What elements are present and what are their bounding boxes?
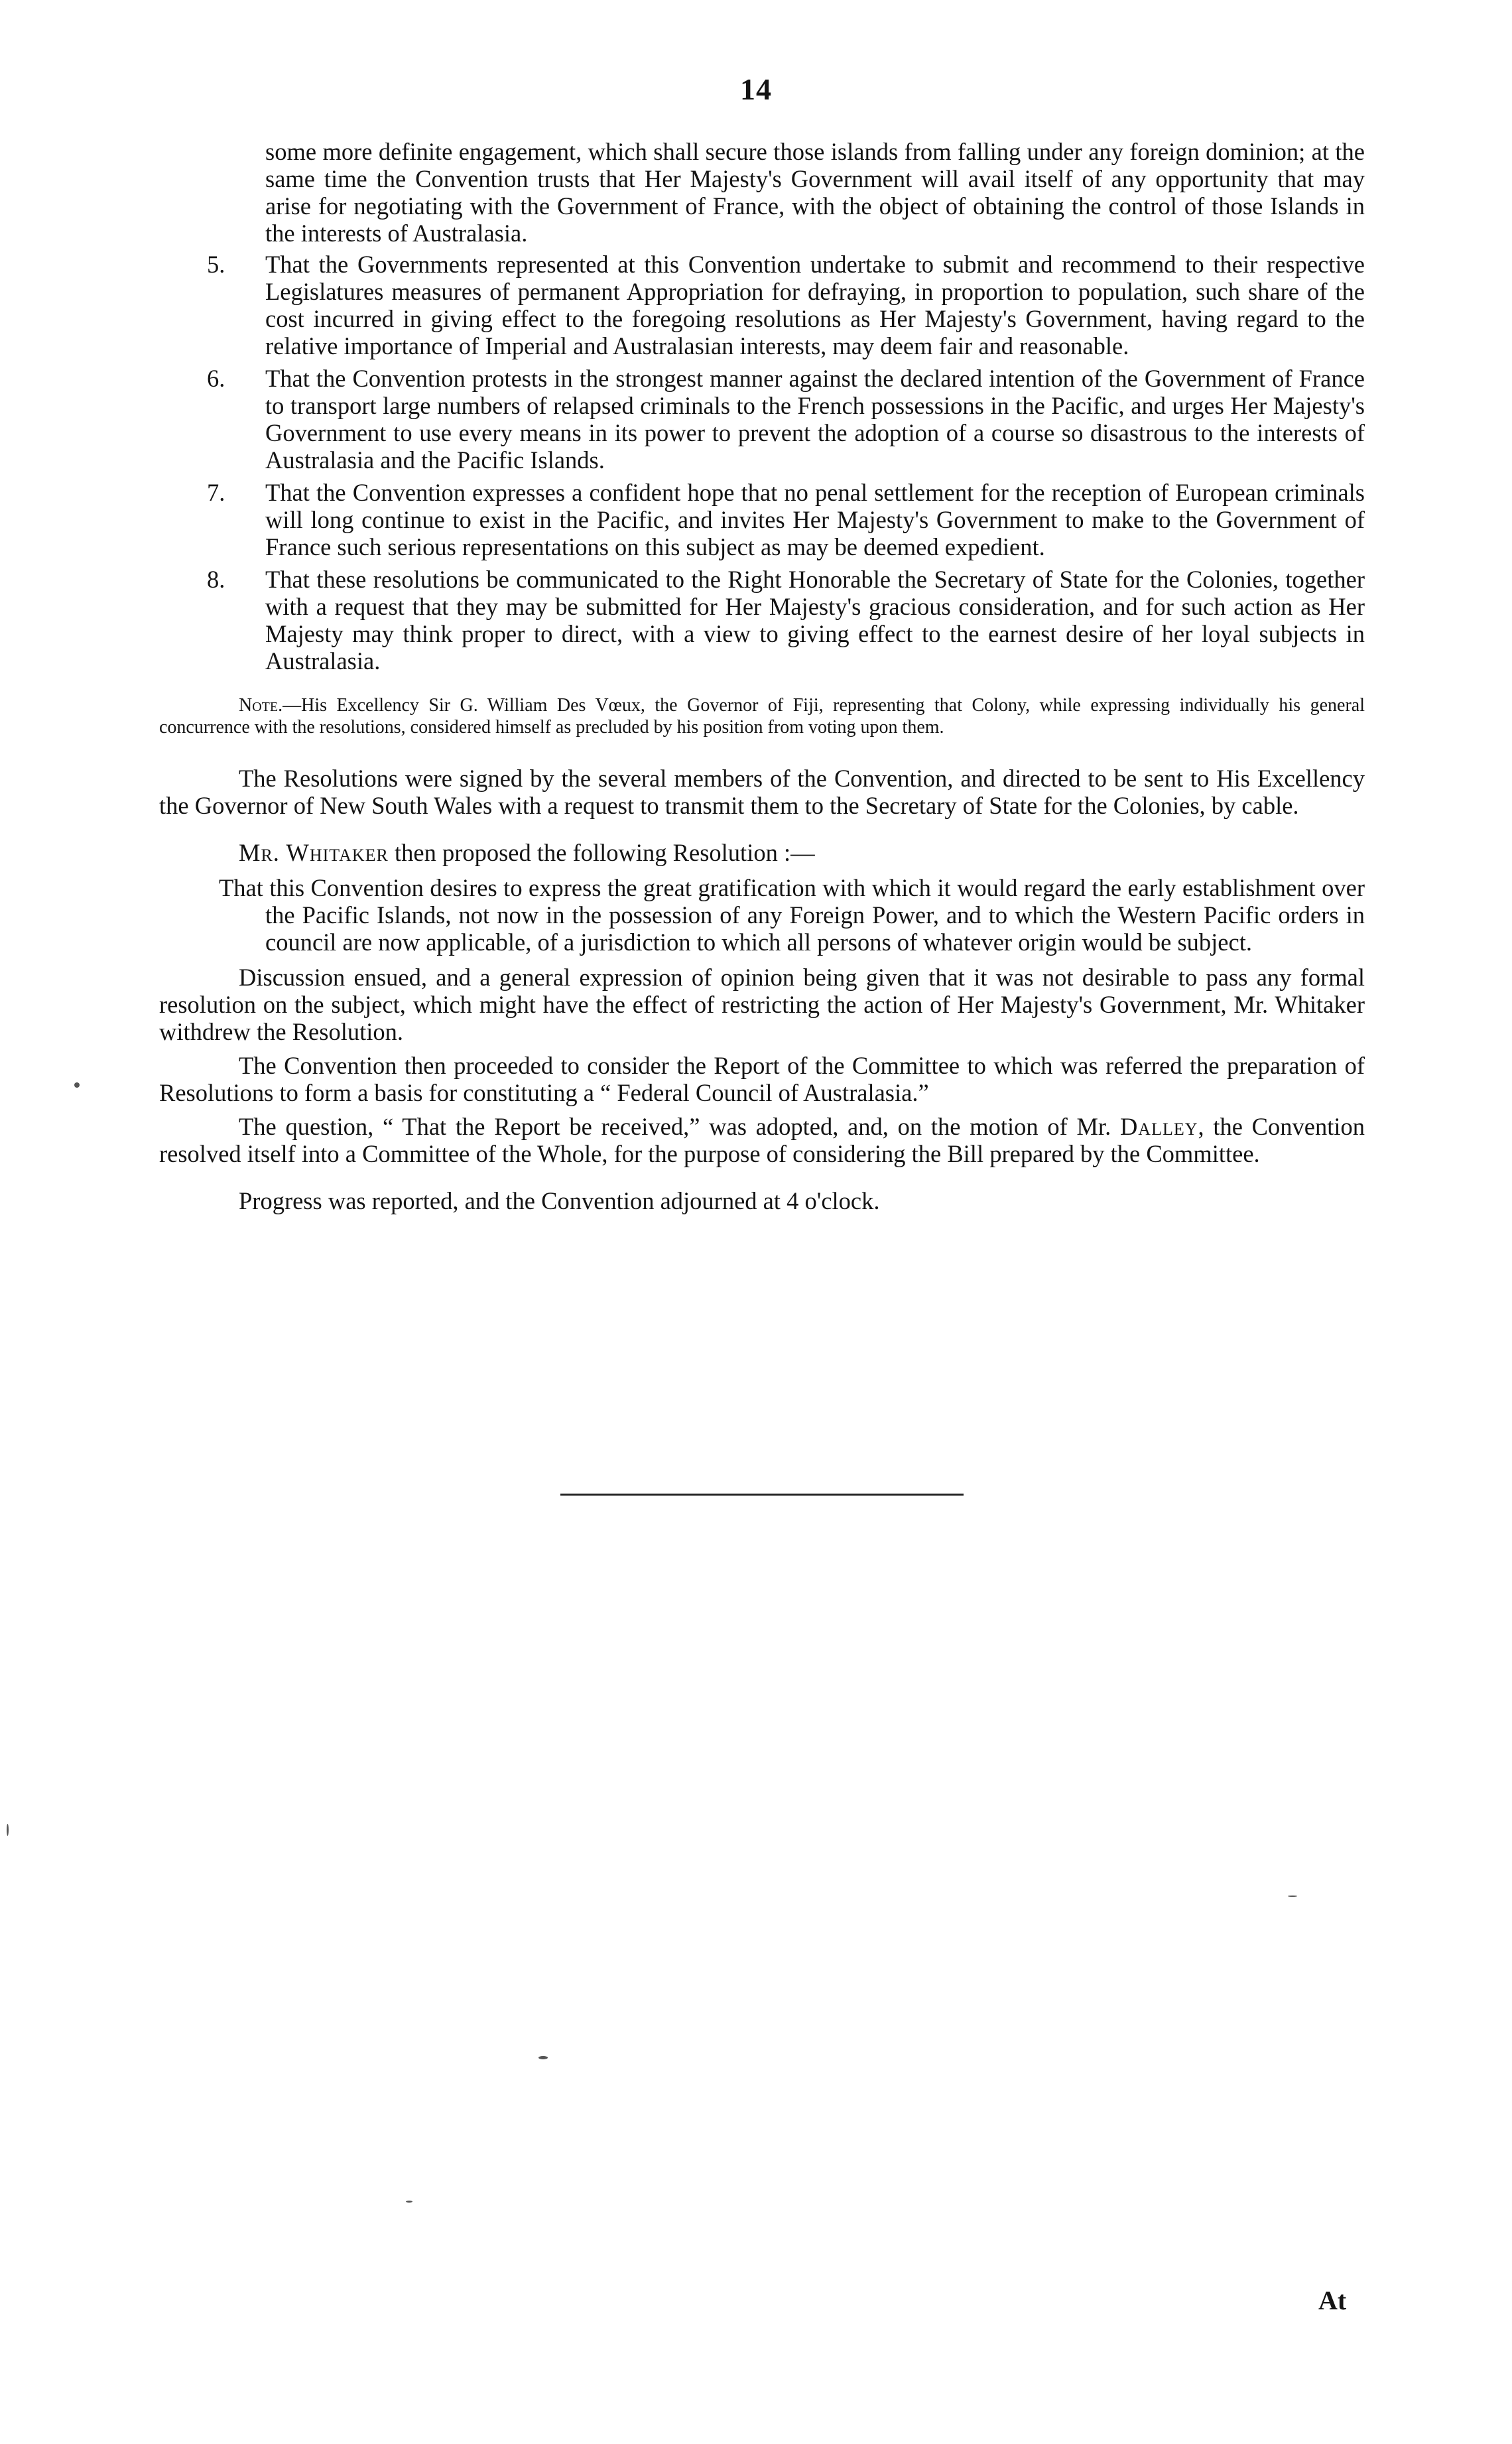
resolution-text: That these resolutions be communicated to the Right Honorable the Secretary of State for the Colonies, together with a request that they may be submitted for Her Majesty's gracious consideration, and for such action as Her Majesty may think proper to direct, with a view to giving effect to the earnest desire of her loyal subjects in Australasia.: [265, 566, 1365, 675]
paragraph-report: The Convention then proceeded to consider the Report of the Committee to which was referred the preparation of Resolutions to form a basis for constituting a “ Federal Council of Australasia.”: [159, 1052, 1365, 1106]
scan-speck: [74, 1082, 80, 1088]
scan-speck: [7, 1824, 9, 1836]
resolution-5: [159, 251, 1365, 359]
resolution-6: [159, 365, 1365, 474]
paragraph-whitaker: [159, 839, 1365, 866]
resolution-text: That the Convention protests in the strongest manner against the declared intention of the Government of France to transport large numbers of relapsed criminals to the French possessions in the Pacific, and urges Her Majesty's Government to use every means in its power to prevent the adoption of a course so disastrous to the interests of Australasia and the Pacific Islands.: [265, 365, 1365, 474]
speaker-name: Dalley: [1119, 1113, 1198, 1140]
question-before: The question, “ That the Report be received,” was adopted, and, on the motion of Mr.: [239, 1113, 1120, 1140]
paragraph-discussion: Discussion ensued, and a general expression of opinion being given that it was not desirable to pass any formal resolution on the subject, which might have the effect of restricting the action of Her Majesty's Government, Mr. Whitaker withdrew the Resolution.: [159, 964, 1365, 1045]
section-rule: [560, 1494, 964, 1496]
resolution-number: 7.: [207, 479, 225, 506]
body-text: [159, 138, 1365, 1221]
scan-speck: [406, 2201, 412, 2203]
scan-speck: [1288, 1896, 1297, 1897]
resolution-text: That the Convention expresses a confident hope that no penal settlement for the reception of European criminals will long continue to exist in the Pacific, and invites Her Majesty's Government to make to the Government of France such serious representations on this subject as may be deemed expedient.: [265, 479, 1365, 560]
paragraph-signed: The Resolutions were signed by the several members of the Convention, and directed to be sent to His Excellency the Governor of New South Wales with a request to transmit them to the Secretary of State for the Colonies, by cable.: [159, 765, 1365, 819]
speaker-text: then proposed the following Resolution :—: [388, 839, 815, 866]
resolution-number: 5.: [207, 251, 225, 278]
paragraph-question: [159, 1113, 1365, 1167]
footnote: [159, 694, 1365, 738]
question-after: , the Convention resolved itself into a Committee of the Whole, for the purpose of considering the Bill prepared by the Committee.: [159, 1113, 1365, 1167]
resolution-8: [159, 566, 1365, 675]
paragraph-progress: Progress was reported, and the Convention adjourned at 4 o'clock.: [239, 1187, 880, 1214]
resolution-7: [159, 479, 1365, 560]
resolution-number: 8.: [207, 566, 225, 593]
speaker-name: Mr. Whitaker: [239, 839, 389, 866]
catchword: At: [1318, 2285, 1347, 2315]
note-label: Note.: [239, 695, 283, 716]
resolution-text: That the Governments represented at this Convention undertake to submit and recommend to their respective Legislatures measures of permanent Appropriation for defraying, in proportion to population, such share of the cost incurred in giving effect to the foregoing resolutions as Her Majesty's Government, having regard to the relative importance of Imperial and Australasian interests, may deem fair and reasonable.: [265, 251, 1365, 359]
continuation-paragraph: some more definite engagement, which shall secure those islands from falling under any foreign dominion; at the same time the Convention trusts that Her Majesty's Government will avail itself of any opportunity that may arise for negotiating with the Government of France, with the object of obtaining the control of those Islands in the interests of Australasia.: [265, 138, 1365, 247]
proposed-resolution: That this Convention desires to express the great gratification with which it would regard the early establishment over the Pacific Islands, not now in the possession of any Foreign Power, and to which the Western Pacific orders in council are now applicable, of a jurisdiction to which all persons of whatever origin would be subject.: [219, 874, 1365, 956]
note-text: —His Excellency Sir G. William Des Vœux, the Governor of Fiji, representing that Colony, while expressing individually his general concurrence with the resolutions, considered himself as precluded by his position from voting upon them.: [159, 695, 1365, 738]
page-number: 14: [740, 72, 772, 106]
scan-speck: [538, 2056, 548, 2059]
resolution-number: 6.: [207, 365, 225, 392]
